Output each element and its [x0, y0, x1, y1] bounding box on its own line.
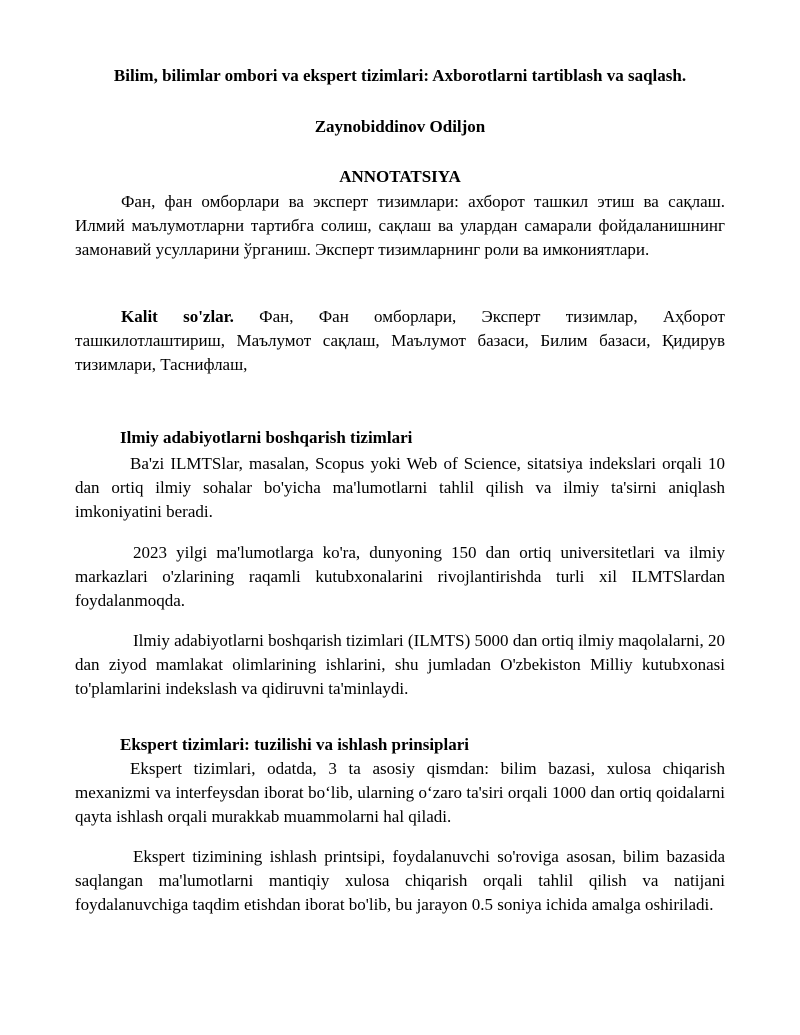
annotation-heading: ANNOTATSIYA — [339, 167, 461, 186]
section2-paragraph-1: Ekspert tizimlari, odatda, 3 ta asosiy qismdan: bilim bazasi, xulosa chiqarish mexanizmi va interfeysdan iborat bo‘lib, ularning o‘zaro ta'siri orqali 1000 dan ortiq qoidalarni qayta ishlash orqali murakkab muammolarni hal qiladi. — [75, 759, 725, 826]
section1-paragraph-1: Ba'zi ILMTSlar, masalan, Scopus yoki Web of Science, sitatsiya indekslari orqali 10 dan ortiq ilmiy sohalar bo'yicha ma'lumotlarni tahlil qilish va ilmiy ta'sirni aniqlash imkoniyatini beradi. — [75, 454, 725, 521]
keywords-text: Фан, Фан омборлари, Эксперт тизимлар, Аҳборот ташкилотлаштириш, Маълумот сақлаш, Маълумот базаси, Билим базаси, Қидирув тизимлари, Таснифлаш, — [75, 307, 725, 374]
section-heading-ilmts: Ilmiy adabiyotlarni boshqarish tizimlari — [120, 428, 413, 447]
section1-paragraph-2: 2023 yilgi ma'lumotlarga ko'ra, dunyoning 150 dan ortiq universitetlari va ilmiy markazlari o'zlarining raqamli kutubxonalarini rivojlantirishda turli xil ILMTSlardan foydalanmoqda. — [75, 543, 725, 610]
section-heading-expert: Ekspert tizimlari: tuzilishi va ishlash prinsiplari — [120, 735, 470, 754]
keywords-label: Kalit so'zlar. — [121, 307, 234, 326]
section1-paragraph-3: Ilmiy adabiyotlarni boshqarish tizimlari (ILMTS) 5000 dan ortiq ilmiy maqolalarni, 20 dan ziyod mamlakat olimlarining ishlarini, shu jumladan O'zbekiston Milliy kutubxonasi to'plamlarini indekslash va qidiruvni ta'minlaydi. — [75, 631, 725, 698]
annotation-paragraph: Фан, фан омборлари ва эксперт тизимлари: ахборот ташкил этиш ва сақлаш. Илмий маълумотларни тартибга солиш, сақлаш ва улардан самарали фойдаланишнинг замонавий усулларини ўрганиш. Эксперт тизимларнинг роли ва имкониятлари. — [75, 192, 725, 259]
section2-paragraph-2: Ekspert tizimining ishlash printsipi, foydalanuvchi so'roviga asosan, bilim bazasida saqlangan ma'lumotlarni mantiqiy xulosa chiqarish orqali tahlil qilish va natijani foydalanuvchiga taqdim etishdan iborat bo'lib, bu jarayon 0.5 soniya ichida amalga oshiriladi. — [75, 847, 725, 914]
author-name: Zaynobiddinov Odiljon — [314, 117, 486, 136]
keywords-paragraph — [75, 305, 725, 377]
document-title: Bilim, bilimlar ombori va ekspert tizimlari: Axborotlarni tartiblash va saqlash. — [113, 66, 687, 85]
